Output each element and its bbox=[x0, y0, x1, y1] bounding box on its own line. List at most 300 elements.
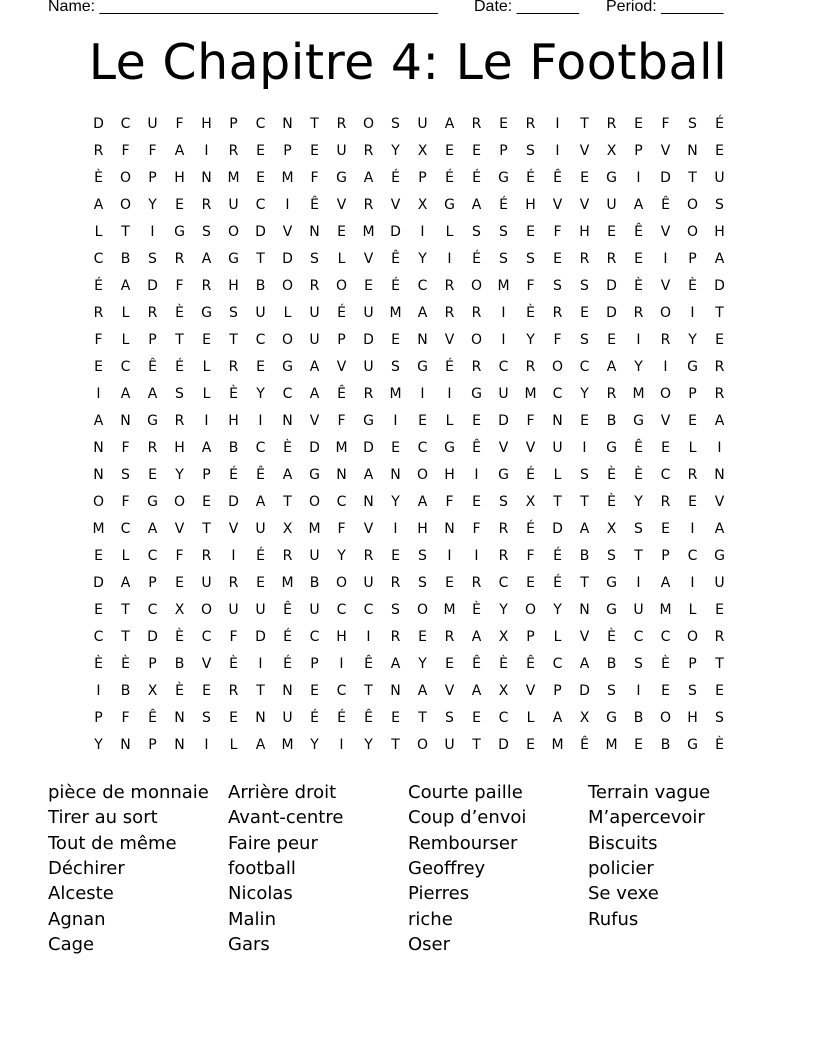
word-bank-item: Se vexe bbox=[588, 883, 659, 905]
grid-letter: I bbox=[285, 197, 290, 213]
grid-letter: È bbox=[688, 278, 697, 294]
grid-letter: F bbox=[472, 521, 481, 537]
grid-letter: R bbox=[147, 305, 158, 321]
grid-letter: X bbox=[417, 197, 428, 213]
grid-letter: É bbox=[445, 170, 454, 186]
grid-letter: É bbox=[175, 359, 184, 375]
grid-letter: E bbox=[310, 143, 319, 159]
grid-letter: A bbox=[147, 386, 158, 402]
grid-letter: F bbox=[337, 413, 346, 429]
grid-letter: C bbox=[579, 359, 590, 375]
grid-letter: R bbox=[471, 359, 482, 375]
grid-letter: I bbox=[501, 305, 506, 321]
grid-letter: E bbox=[364, 278, 373, 294]
grid-letter: S bbox=[391, 116, 400, 132]
grid-letter: P bbox=[202, 467, 211, 483]
grid-letter: S bbox=[526, 143, 535, 159]
grid-letter: É bbox=[526, 521, 535, 537]
grid-letter: E bbox=[391, 710, 400, 726]
word-bank-item: Agnan bbox=[48, 908, 106, 930]
grid-letter: É bbox=[391, 170, 400, 186]
grid-letter: U bbox=[255, 305, 266, 321]
grid-letter: A bbox=[120, 575, 131, 591]
grid-letter: E bbox=[661, 521, 670, 537]
word-bank bbox=[48, 780, 768, 960]
grid-letter: V bbox=[660, 143, 671, 159]
grid-letter: È bbox=[175, 305, 184, 321]
grid-row bbox=[85, 519, 735, 546]
grid-row bbox=[85, 600, 735, 627]
grid-letter: U bbox=[363, 305, 374, 321]
grid-letter: I bbox=[474, 548, 479, 564]
grid-letter: S bbox=[634, 656, 643, 672]
grid-letter: Ê bbox=[580, 737, 589, 753]
grid-letter: M bbox=[227, 170, 240, 186]
grid-letter: D bbox=[579, 683, 590, 699]
grid-letter: T bbox=[418, 710, 427, 726]
grid-letter: S bbox=[229, 305, 238, 321]
grid-letter: P bbox=[148, 332, 157, 348]
grid-letter: È bbox=[283, 440, 292, 456]
grid-letter: S bbox=[175, 386, 184, 402]
grid-letter: Ê bbox=[337, 386, 346, 402]
grid-letter: N bbox=[714, 467, 725, 483]
grid-letter: U bbox=[714, 575, 725, 591]
period-field-label: Period: _______ bbox=[606, 0, 724, 15]
grid-letter: Ê bbox=[634, 440, 643, 456]
grid-letter: Ê bbox=[364, 710, 373, 726]
grid-letter: R bbox=[525, 116, 536, 132]
grid-letter: O bbox=[92, 494, 105, 510]
grid-letter: T bbox=[310, 116, 319, 132]
grid-letter: S bbox=[553, 278, 562, 294]
grid-letter: E bbox=[553, 251, 562, 267]
grid-letter: E bbox=[94, 602, 103, 618]
grid-letter: S bbox=[715, 710, 724, 726]
grid-letter: C bbox=[120, 359, 131, 375]
grid-letter: T bbox=[472, 737, 481, 753]
grid-letter: É bbox=[526, 467, 535, 483]
grid-letter: M bbox=[497, 278, 510, 294]
grid-letter: D bbox=[309, 440, 320, 456]
grid-letter: C bbox=[147, 602, 158, 618]
grid-letter: F bbox=[445, 494, 454, 510]
grid-letter: E bbox=[607, 332, 616, 348]
grid-letter: E bbox=[526, 575, 535, 591]
grid-letter: È bbox=[607, 494, 616, 510]
grid-letter: G bbox=[498, 467, 509, 483]
grid-letter: V bbox=[282, 224, 293, 240]
word-bank-item: Pierres bbox=[408, 883, 470, 905]
grid-letter: G bbox=[444, 440, 455, 456]
grid-letter: F bbox=[526, 548, 535, 564]
grid-letter: R bbox=[201, 548, 212, 564]
grid-letter: Ê bbox=[553, 170, 562, 186]
grid-letter: C bbox=[336, 494, 347, 510]
grid-letter: I bbox=[690, 575, 695, 591]
grid-letter: È bbox=[526, 305, 535, 321]
grid-letter: G bbox=[687, 359, 698, 375]
grid-letter: E bbox=[175, 197, 184, 213]
grid-letter: É bbox=[553, 548, 562, 564]
grid-letter: R bbox=[174, 413, 185, 429]
grid-letter: R bbox=[606, 116, 617, 132]
grid-letter: I bbox=[96, 683, 101, 699]
grid-letter: Ê bbox=[148, 359, 157, 375]
grid-letter: M bbox=[551, 737, 564, 753]
grid-letter: D bbox=[606, 278, 617, 294]
grid-letter: R bbox=[660, 494, 671, 510]
grid-letter: G bbox=[444, 197, 455, 213]
grid-letter: U bbox=[552, 440, 563, 456]
grid-letter: C bbox=[255, 332, 266, 348]
grid-letter: É bbox=[283, 629, 292, 645]
grid-letter: P bbox=[688, 251, 697, 267]
grid-letter: M bbox=[389, 305, 402, 321]
grid-letter: O bbox=[524, 602, 537, 618]
grid-letter: N bbox=[93, 467, 104, 483]
grid-letter: G bbox=[471, 386, 482, 402]
word-bank-item: Arrière droit bbox=[228, 782, 337, 803]
grid-letter: Y bbox=[634, 494, 643, 510]
grid-letter: B bbox=[606, 656, 617, 672]
grid-letter: Y bbox=[148, 197, 157, 213]
grid-letter: F bbox=[175, 116, 184, 132]
grid-letter: R bbox=[174, 251, 185, 267]
grid-letter: É bbox=[472, 251, 481, 267]
grid-letter: D bbox=[660, 170, 671, 186]
grid-letter: G bbox=[498, 170, 509, 186]
grid-letter: Ê bbox=[391, 251, 400, 267]
grid-letter: R bbox=[471, 116, 482, 132]
grid-letter: L bbox=[229, 737, 238, 753]
grid-letter: O bbox=[362, 116, 375, 132]
grid-letter: N bbox=[120, 737, 131, 753]
grid-letter: I bbox=[447, 251, 452, 267]
grid-letter: P bbox=[526, 629, 535, 645]
grid-letter: U bbox=[363, 359, 374, 375]
grid-letter: R bbox=[444, 629, 455, 645]
grid-letter: È bbox=[715, 737, 724, 753]
grid-letter: O bbox=[281, 278, 294, 294]
grid-letter: F bbox=[310, 170, 319, 186]
grid-letter: E bbox=[661, 440, 670, 456]
grid-letter: E bbox=[202, 332, 211, 348]
grid-letter: D bbox=[390, 224, 401, 240]
word-bank-item: M’apercevoir bbox=[588, 807, 705, 829]
grid-letter: E bbox=[472, 494, 481, 510]
grid-letter: B bbox=[255, 278, 266, 294]
grid-letter: R bbox=[363, 548, 374, 564]
grid-letter: V bbox=[390, 197, 401, 213]
grid-letter: T bbox=[121, 629, 130, 645]
grid-letter: S bbox=[418, 575, 427, 591]
grid-letter: V bbox=[714, 494, 725, 510]
grid-letter: H bbox=[228, 413, 239, 429]
grid-letter: E bbox=[715, 602, 724, 618]
grid-letter: R bbox=[147, 440, 158, 456]
grid-letter: N bbox=[201, 170, 212, 186]
grid-letter: B bbox=[174, 656, 185, 672]
grid-letter: H bbox=[444, 467, 455, 483]
grid-letter: B bbox=[579, 548, 590, 564]
grid-letter: P bbox=[634, 143, 643, 159]
grid-letter: S bbox=[148, 251, 157, 267]
grid-letter: A bbox=[579, 521, 590, 537]
grid-row bbox=[85, 573, 735, 600]
grid-letter: P bbox=[283, 143, 292, 159]
grid-letter: U bbox=[633, 602, 644, 618]
grid-letter: N bbox=[309, 224, 320, 240]
grid-letter: H bbox=[336, 629, 347, 645]
grid-letter: N bbox=[417, 332, 428, 348]
grid-letter: G bbox=[417, 359, 428, 375]
grid-letter: G bbox=[606, 440, 617, 456]
grid-letter: L bbox=[121, 332, 130, 348]
grid-letter: E bbox=[499, 116, 508, 132]
grid-letter: I bbox=[420, 386, 425, 402]
grid-letter: P bbox=[148, 737, 157, 753]
grid-letter: M bbox=[632, 386, 645, 402]
grid-letter: È bbox=[94, 656, 103, 672]
grid-letter: R bbox=[201, 197, 212, 213]
grid-letter: E bbox=[256, 575, 265, 591]
grid-letter: O bbox=[416, 467, 429, 483]
grid-letter: O bbox=[335, 575, 348, 591]
grid-letter: N bbox=[93, 440, 104, 456]
grid-letter: C bbox=[120, 116, 131, 132]
grid-row bbox=[85, 357, 735, 384]
grid-letter: P bbox=[148, 656, 157, 672]
grid-letter: R bbox=[444, 278, 455, 294]
grid-letter: L bbox=[337, 251, 346, 267]
grid-letter: N bbox=[363, 494, 374, 510]
grid-letter: L bbox=[553, 467, 562, 483]
grid-row bbox=[85, 438, 735, 465]
word-bank-item: riche bbox=[408, 908, 453, 930]
grid-letter: I bbox=[258, 413, 263, 429]
grid-letter: I bbox=[636, 332, 641, 348]
grid-letter: S bbox=[391, 359, 400, 375]
grid-letter: G bbox=[336, 170, 347, 186]
grid-letter: F bbox=[661, 116, 670, 132]
grid-letter: P bbox=[418, 170, 427, 186]
grid-letter: S bbox=[688, 683, 697, 699]
grid-letter: E bbox=[391, 332, 400, 348]
grid-letter: L bbox=[688, 440, 697, 456]
grid-letter: U bbox=[606, 197, 617, 213]
grid-letter: U bbox=[309, 332, 320, 348]
grid-letter: X bbox=[498, 629, 509, 645]
grid-letter: Y bbox=[391, 494, 400, 510]
grid-letter: T bbox=[553, 494, 562, 510]
grid-letter: E bbox=[607, 224, 616, 240]
grid-letter: G bbox=[606, 602, 617, 618]
grid-row bbox=[85, 384, 735, 411]
grid-letter: È bbox=[607, 467, 616, 483]
grid-letter: I bbox=[366, 629, 371, 645]
grid-letter: S bbox=[499, 224, 508, 240]
grid-letter: C bbox=[633, 629, 644, 645]
word-bank-item: Tout de même bbox=[48, 832, 177, 854]
grid-letter: X bbox=[606, 143, 617, 159]
grid-letter: Y bbox=[580, 386, 589, 402]
grid-letter: T bbox=[634, 548, 643, 564]
grid-letter: R bbox=[309, 278, 320, 294]
grid-letter: D bbox=[363, 332, 374, 348]
grid-letter: É bbox=[94, 278, 103, 294]
grid-letter: G bbox=[228, 251, 239, 267]
grid-letter: A bbox=[714, 413, 725, 429]
word-bank-item: Avant-centre bbox=[228, 807, 344, 829]
date-field-label: Date: _______ bbox=[474, 0, 579, 15]
grid-letter: R bbox=[714, 629, 725, 645]
grid-letter: U bbox=[309, 602, 320, 618]
grid-letter: V bbox=[498, 440, 509, 456]
grid-letter: V bbox=[579, 143, 590, 159]
grid-letter: A bbox=[471, 629, 482, 645]
grid-letter: E bbox=[688, 494, 697, 510]
grid-letter: C bbox=[660, 629, 671, 645]
grid-letter: V bbox=[552, 197, 563, 213]
grid-letter: S bbox=[202, 710, 211, 726]
grid-letter: E bbox=[715, 143, 724, 159]
grid-letter: D bbox=[552, 521, 563, 537]
grid-letter: A bbox=[579, 656, 590, 672]
grid-letter: T bbox=[580, 494, 589, 510]
grid-letter: T bbox=[364, 683, 373, 699]
grid-letter: R bbox=[552, 305, 563, 321]
grid-letter: V bbox=[444, 332, 455, 348]
grid-letter: V bbox=[201, 656, 212, 672]
grid-letter: A bbox=[390, 656, 401, 672]
grid-letter: Ê bbox=[310, 197, 319, 213]
grid-letter: G bbox=[309, 467, 320, 483]
grid-letter: I bbox=[393, 521, 398, 537]
grid-row bbox=[85, 330, 735, 357]
grid-letter: T bbox=[715, 656, 724, 672]
grid-letter: D bbox=[606, 305, 617, 321]
grid-letter: M bbox=[605, 737, 618, 753]
grid-letter: S bbox=[580, 278, 589, 294]
grid-letter: O bbox=[227, 224, 240, 240]
grid-letter: O bbox=[470, 278, 483, 294]
grid-letter: É bbox=[283, 656, 292, 672]
grid-letter: N bbox=[282, 413, 293, 429]
grid-letter: A bbox=[309, 386, 320, 402]
grid-letter: U bbox=[255, 602, 266, 618]
grid-letter: L bbox=[445, 413, 454, 429]
grid-letter: U bbox=[228, 602, 239, 618]
grid-letter: M bbox=[281, 170, 294, 186]
grid-letter: I bbox=[447, 386, 452, 402]
grid-letter: F bbox=[526, 278, 535, 294]
grid-letter: P bbox=[661, 548, 670, 564]
grid-letter: Ê bbox=[634, 224, 643, 240]
grid-letter: U bbox=[309, 305, 320, 321]
grid-letter: S bbox=[715, 197, 724, 213]
grid-letter: T bbox=[283, 494, 292, 510]
grid-letter: Y bbox=[688, 332, 697, 348]
grid-letter: R bbox=[687, 467, 698, 483]
word-bank-item: Déchirer bbox=[48, 857, 125, 879]
grid-letter: O bbox=[173, 494, 186, 510]
grid-row bbox=[85, 195, 735, 222]
grid-letter: B bbox=[633, 710, 644, 726]
grid-letter: U bbox=[417, 116, 428, 132]
grid-letter: Y bbox=[634, 359, 643, 375]
grid-letter: É bbox=[553, 575, 562, 591]
grid-row bbox=[85, 681, 735, 708]
grid-letter: M bbox=[362, 224, 375, 240]
grid-letter: O bbox=[659, 386, 672, 402]
grid-letter: A bbox=[633, 197, 644, 213]
grid-letter: I bbox=[501, 332, 506, 348]
grid-letter: R bbox=[201, 278, 212, 294]
grid-letter: É bbox=[310, 710, 319, 726]
grid-letter: N bbox=[336, 467, 347, 483]
grid-letter: B bbox=[120, 251, 131, 267]
grid-letter: I bbox=[204, 737, 209, 753]
grid-letter: M bbox=[443, 602, 456, 618]
grid-letter: R bbox=[228, 683, 239, 699]
grid-letter: O bbox=[686, 197, 699, 213]
grid-letter: Y bbox=[364, 737, 373, 753]
grid-letter: I bbox=[663, 359, 668, 375]
grid-letter: A bbox=[417, 494, 428, 510]
grid-letter: M bbox=[281, 575, 294, 591]
grid-letter: E bbox=[445, 143, 454, 159]
grid-letter: Ê bbox=[283, 602, 292, 618]
grid-letter: V bbox=[660, 224, 671, 240]
grid-letter: I bbox=[231, 548, 236, 564]
grid-letter: V bbox=[174, 521, 185, 537]
grid-letter: V bbox=[525, 440, 536, 456]
grid-letter: E bbox=[445, 575, 454, 591]
grid-letter: T bbox=[121, 602, 130, 618]
grid-letter: S bbox=[580, 332, 589, 348]
grid-letter: A bbox=[201, 251, 212, 267]
grid-letter: O bbox=[416, 602, 429, 618]
grid-letter: G bbox=[147, 413, 158, 429]
grid-letter: Y bbox=[337, 548, 346, 564]
word-bank-item: Biscuits bbox=[588, 832, 658, 854]
grid-letter: C bbox=[201, 629, 212, 645]
grid-letter: T bbox=[256, 683, 265, 699]
grid-letter: I bbox=[339, 737, 344, 753]
grid-letter: E bbox=[202, 494, 211, 510]
grid-letter: E bbox=[472, 143, 481, 159]
grid-letter: R bbox=[336, 116, 347, 132]
grid-letter: U bbox=[336, 143, 347, 159]
grid-letter: P bbox=[229, 116, 238, 132]
grid-letter: C bbox=[255, 197, 266, 213]
grid-letter: M bbox=[335, 440, 348, 456]
grid-letter: O bbox=[416, 737, 429, 753]
grid-letter: R bbox=[471, 305, 482, 321]
grid-letter: U bbox=[282, 710, 293, 726]
grid-letter: S bbox=[607, 548, 616, 564]
grid-letter: D bbox=[498, 413, 509, 429]
grid-letter: C bbox=[255, 116, 266, 132]
grid-letter: U bbox=[363, 575, 374, 591]
grid-letter: Y bbox=[391, 143, 400, 159]
grid-letter: R bbox=[228, 143, 239, 159]
grid-letter: G bbox=[282, 359, 293, 375]
grid-letter: E bbox=[94, 548, 103, 564]
grid-letter: N bbox=[282, 116, 293, 132]
grid-letter: N bbox=[174, 710, 185, 726]
